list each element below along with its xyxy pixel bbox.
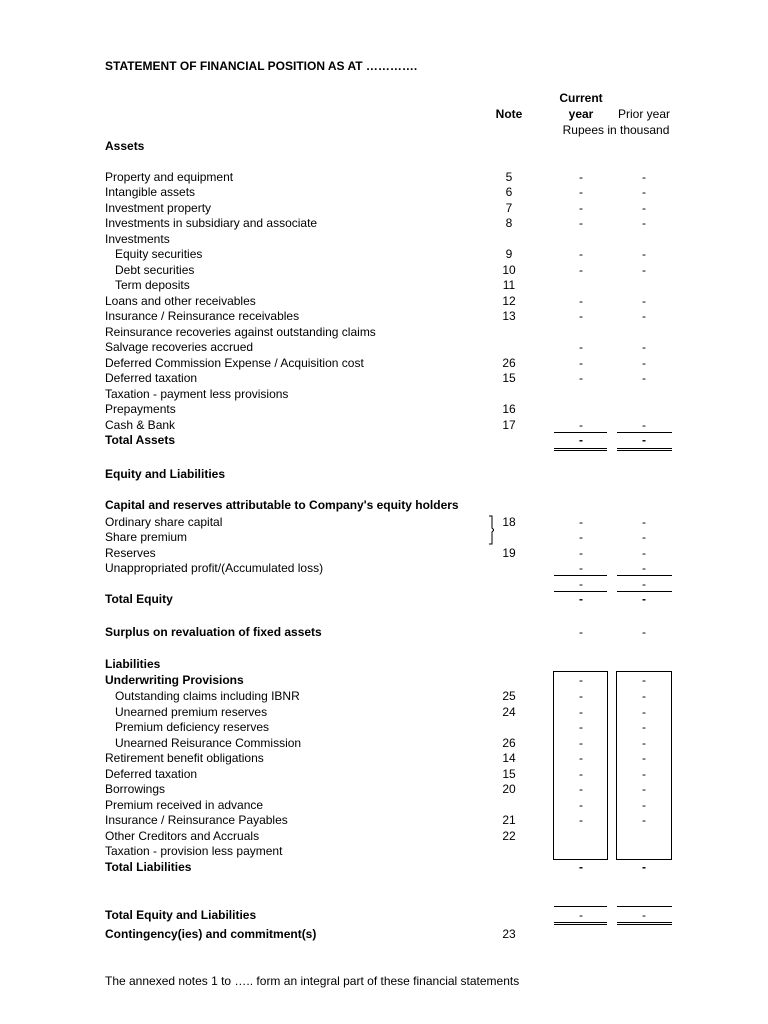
row-current-year: - [579,185,583,199]
row-current-year: - [579,673,583,687]
row-note: 18 [502,515,516,529]
row-note: 7 [505,201,513,215]
row-prior-year: - [642,720,646,734]
row-label: Property and equipment [105,170,234,184]
row-label: Equity securities [115,247,203,261]
row-prior-year: - [642,247,646,261]
row-prior-year: - [642,216,646,230]
row-note: 15 [502,371,516,385]
row-current-year: - [579,515,583,529]
row-label: Retirement benefit obligations [105,751,264,765]
row-label: Other Creditors and Accruals [105,829,260,843]
grand-total-prior-year: - [642,908,646,922]
row-current-year: - [579,813,583,827]
grand-total-double-rule-py-1 [617,922,672,923]
row-current-year: - [579,798,583,812]
row-label: Deferred taxation [105,767,198,781]
total-assets-double-rule-cy-1 [554,448,607,449]
row-prior-year: - [642,356,646,370]
row-prior-year: - [642,371,646,385]
row-label: Taxation - payment less provisions [105,387,289,401]
row-label: Investments in subsidiary and associate [105,216,318,230]
row-prior-year: - [642,782,646,796]
row-note: 10 [502,263,516,277]
row-label: Reinsurance recoveries against outstanding claims [105,325,376,339]
row-note: 19 [502,546,516,560]
row-prior-year: - [642,561,646,575]
row-label: Deferred taxation [105,371,198,385]
surplus-prior-year: - [642,625,646,639]
equity-subtotal-rule-py [617,575,672,576]
row-label: Ordinary share capital [105,515,223,529]
total-assets-double-rule-py-2 [617,450,672,451]
units-header: Rupees in thousand [562,123,670,137]
row-current-year: - [579,309,583,323]
row-prior-year: - [642,185,646,199]
row-note: 9 [505,247,513,261]
row-current-year: - [579,356,583,370]
row-prior-year: - [642,170,646,184]
row-label: Taxation - provision less payment [105,844,283,858]
row-note: 16 [502,402,516,416]
liabilities-heading: Liabilities [105,657,161,671]
capital-reserves-subheading: Capital and reserves attributable to Company's equity holders [105,498,459,512]
total-assets-label: Total Assets [105,433,176,447]
row-prior-year: - [642,813,646,827]
row-current-year: - [579,720,583,734]
row-label: Insurance / Reinsurance Payables [105,813,288,827]
row-label: Borrowings [105,782,166,796]
equity-liabilities-heading: Equity and Liabilities [105,467,226,481]
grand-total-double-rule-py-2 [617,924,672,925]
row-label: Salvage recoveries accrued [105,340,254,354]
row-current-year: - [579,561,583,575]
row-note: 13 [502,309,516,323]
surplus-current-year: - [579,625,583,639]
total-assets-double-rule-py-1 [617,448,672,449]
row-label: Intangible assets [105,185,196,199]
row-current-year: - [579,689,583,703]
row-note: 6 [505,185,513,199]
row-label: Prepayments [105,402,176,416]
total-assets-prior-year: - [642,433,646,447]
total-assets-current-year: - [579,433,583,447]
row-prior-year: - [642,201,646,215]
row-note: 15 [502,767,516,781]
row-label: Premium deficiency reserves [115,720,270,734]
grand-total-label: Total Equity and Liabilities [105,908,257,922]
row-prior-year: - [642,798,646,812]
total-liabilities-prior-year: - [642,860,646,874]
row-current-year: - [579,782,583,796]
footer-note: The annexed notes 1 to ….. form an integral part of these financial statements [105,974,520,988]
assets-heading: Assets [105,139,145,153]
total-assets-double-rule-cy-2 [554,450,607,451]
row-note: 5 [505,170,513,184]
row-prior-year: - [642,673,646,687]
row-prior-year: - [642,294,646,308]
row-label: Unappropriated profit/(Accumulated loss) [105,561,324,575]
row-note: 25 [502,689,516,703]
row-label: Investment property [105,201,212,215]
equity-subtotal-rule-cy [554,575,607,576]
grand-total-double-rule-cy-1 [554,922,607,923]
row-note: 20 [502,782,516,796]
row-current-year: - [579,201,583,215]
row-current-year: - [579,340,583,354]
row-current-year: - [579,546,583,560]
row-prior-year: - [642,309,646,323]
row-label: Unearned Reisurance Commission [115,736,302,750]
contingency-note: 23 [502,927,516,941]
row-current-year: - [579,418,583,432]
row-current-year: - [579,767,583,781]
row-current-year: - [579,216,583,230]
row-prior-year: - [642,418,646,432]
row-current-year: - [579,371,583,385]
row-label: Share premium [105,530,188,544]
row-note: 14 [502,751,516,765]
row-current-year: - [579,263,583,277]
row-prior-year: - [642,340,646,354]
equity-subtotal-current-year: - [579,577,583,591]
surplus-label: Surplus on revaluation of fixed assets [105,625,322,639]
current-year-header-line1: Current [559,91,603,105]
row-current-year: - [579,736,583,750]
row-label: Debt securities [115,263,195,277]
total-liabilities-current-year: - [579,860,583,874]
row-prior-year: - [642,530,646,544]
row-note: 21 [502,813,516,827]
row-prior-year: - [642,546,646,560]
grand-total-rule-cy [554,906,607,907]
row-note: 12 [502,294,516,308]
row-prior-year: - [642,515,646,529]
prior-year-header: Prior year [617,107,670,121]
row-prior-year: - [642,263,646,277]
row-label: Unearned premium reserves [115,705,268,719]
row-note: 26 [502,736,516,750]
row-prior-year: - [642,705,646,719]
note-column-header: Note [495,107,523,121]
row-current-year: - [579,705,583,719]
row-prior-year: - [642,736,646,750]
row-note: 26 [502,356,516,370]
row-label: Deferred Commission Expense / Acquisition cost [105,356,364,370]
contingency-label: Contingency(ies) and commitment(s) [105,927,317,941]
row-prior-year: - [642,689,646,703]
row-label: Reserves [105,546,156,560]
row-label: Underwriting Provisions [105,673,244,687]
total-equity-prior-year: - [642,592,646,606]
row-current-year: - [579,247,583,261]
row-label: Cash & Bank [105,418,176,432]
row-current-year: - [579,530,583,544]
row-label: Insurance / Reinsurance receivables [105,309,300,323]
grand-total-double-rule-cy-2 [554,924,607,925]
grand-total-rule-py [617,906,672,907]
grand-total-current-year: - [579,908,583,922]
total-equity-label: Total Equity [105,592,173,606]
row-label: Term deposits [115,278,190,292]
row-label: Premium received in advance [105,798,264,812]
row-note: 8 [505,216,513,230]
row-prior-year: - [642,751,646,765]
row-note: 24 [502,705,516,719]
statement-title: STATEMENT OF FINANCIAL POSITION AS AT …………. [105,59,418,73]
equity-subtotal-prior-year: - [642,577,646,591]
total-equity-current-year: - [579,592,583,606]
row-label: Loans and other receivables [105,294,256,308]
row-label: Investments [105,232,170,246]
total-liabilities-label: Total Liabilities [105,860,192,874]
current-year-header-line2: year [568,107,594,121]
row-current-year: - [579,294,583,308]
row-note: 11 [502,278,516,292]
row-label: Outstanding claims including IBNR [115,689,300,703]
row-note: 17 [502,418,516,432]
row-note: 22 [502,829,516,843]
row-current-year: - [579,751,583,765]
row-prior-year: - [642,767,646,781]
row-current-year: - [579,170,583,184]
